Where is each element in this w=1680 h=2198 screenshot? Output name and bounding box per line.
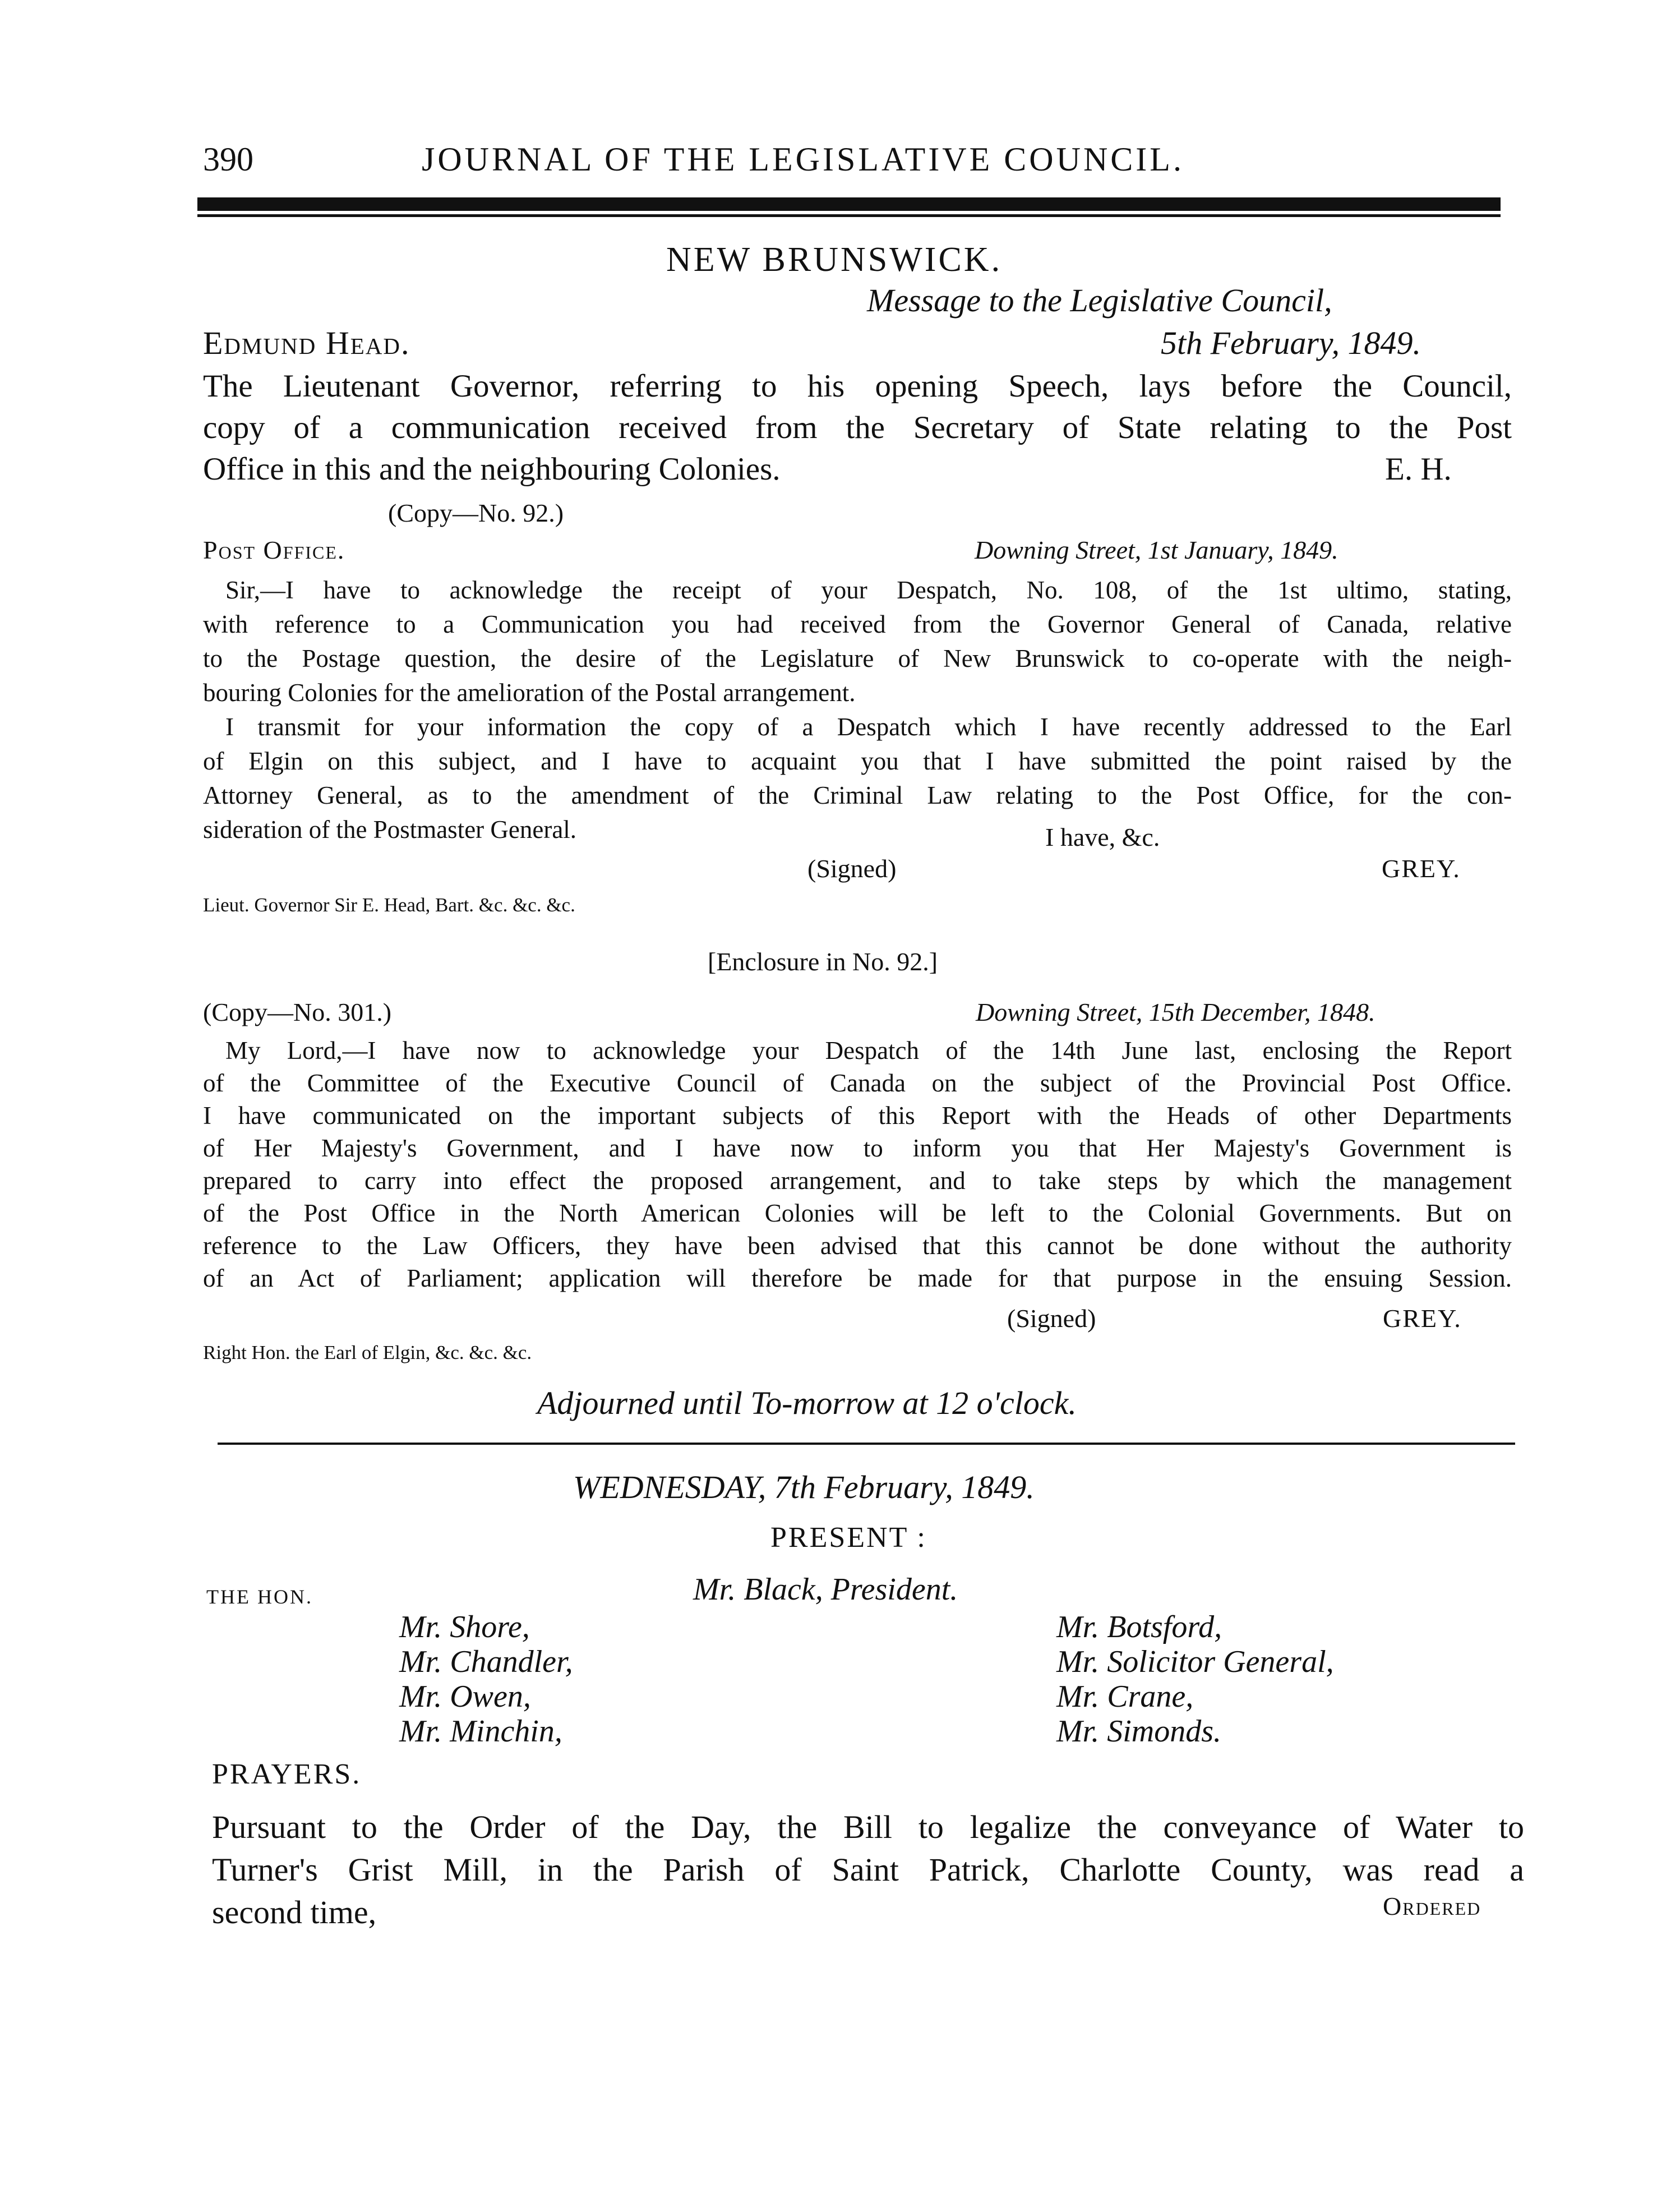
despatch-line: I transmit for your information the copy of a Despatch which I have recently addressed to the Earl (225, 713, 1512, 741)
despatch-body (203, 573, 1512, 847)
recipient-line: Lieut. Governor Sir E. Head, Bart. &c. &c. &c. (203, 894, 575, 916)
member-name: Mr. Crane, (1056, 1679, 1194, 1714)
enclosure-heading: [Enclosure in No. 92.] (708, 947, 938, 976)
despatch-line: Sir,—I have to acknowledge the receipt of your Despatch, No. 108, of the 1st ultimo, stating, (225, 576, 1512, 604)
signature: GREY. (1382, 854, 1461, 883)
president-line: Mr. Black, President. (693, 1572, 958, 1607)
message-date: 5th February, 1849. (1161, 325, 1421, 361)
signed-label: (Signed) (1007, 1304, 1096, 1333)
signature: GREY. (1383, 1304, 1462, 1333)
member-name: Mr. Owen, (399, 1679, 531, 1714)
sitting-date: WEDNESDAY, 7th February, 1849. (573, 1469, 1035, 1505)
section-title: NEW BRUNSWICK. (666, 241, 1003, 279)
message-addressee: Message to the Legislative Council, (867, 282, 1332, 319)
order-line: Pursuant to the Order of the Day, the Bill to legalize the conveyance of Water to (212, 1809, 1524, 1845)
header-rule-thin (197, 214, 1501, 217)
enclosure-line: reference to the Law Officers, they have been advised that this cannot be done without the authority (203, 1232, 1512, 1260)
enclosure-body (203, 1034, 1512, 1294)
despatch-line: to the Postage question, the desire of the Legislature of New Brunswick to co-operate with the neigh- (203, 644, 1512, 672)
section-rule (218, 1443, 1515, 1445)
despatch-place-date: Downing Street, 15th December, 1848. (976, 998, 1376, 1026)
enclosure-line: I have communicated on the important subjects of this Report with the Heads of other Departments (203, 1102, 1512, 1130)
office-label: Post Office. (203, 536, 345, 564)
members-left-column (399, 1610, 573, 1749)
message-signer: Edmund Head. (203, 325, 410, 361)
member-name: Mr. Chandler, (399, 1644, 573, 1679)
running-title: JOURNAL OF THE LEGISLATIVE COUNCIL. (422, 141, 1184, 178)
despatch-closing: I have, &c. (1045, 823, 1160, 851)
header-rule-thick (197, 197, 1501, 211)
present-label: PRESENT : (770, 1522, 927, 1554)
copy-label: (Copy—No. 92.) (388, 499, 564, 527)
page-number: 390 (203, 141, 253, 178)
message-line: The Lieutenant Governor, referring to his opening Speech, lays before the Council, (203, 368, 1512, 404)
despatch-line: Attorney General, as to the amendment of the Criminal Law relating to the Post Office, for the con- (203, 781, 1512, 809)
order-of-day-body (212, 1806, 1524, 1934)
enclosure-line: of Her Majesty's Government, and I have now to inform you that Her Majesty's Government is (203, 1134, 1512, 1162)
members-right-column (1056, 1610, 1334, 1749)
despatch-line: of Elgin on this subject, and I have to acquaint you that I have submitted the point raised by the (203, 747, 1512, 775)
despatch-line-last: sideration of the Postmaster General. (203, 815, 577, 844)
message-last-text: Office in this and the neighbouring Colonies. (203, 451, 781, 487)
enclosure-line: My Lord,—I have now to acknowledge your Despatch of the 14th June last, enclosing the Report (225, 1036, 1512, 1065)
despatch-line-last: bouring Colonies for the amelioration of the Postal arrangement. (203, 679, 856, 707)
enclosure-line: of an Act of Parliament; application will therefore be made for that purpose in the ensuing Session. (203, 1264, 1512, 1292)
hon-label: THE HON. (206, 1586, 313, 1608)
enclosure-line: of the Post Office in the North American Colonies will be left to the Colonial Governments. But on (203, 1199, 1512, 1227)
despatch-line: with reference to a Communication you had received from the Governor General of Canada, relative (203, 610, 1512, 638)
copy-label: (Copy—No. 301.) (203, 998, 392, 1026)
adjournment-line: Adjourned until To-morrow at 12 o'clock. (537, 1385, 1077, 1421)
order-line-last: second time, (212, 1894, 377, 1930)
signed-label: (Signed) (807, 854, 897, 883)
enclosure-line: prepared to carry into effect the proposed arrangement, and to take steps by which the management (203, 1167, 1512, 1195)
despatch-place-date: Downing Street, 1st January, 1849. (975, 536, 1339, 564)
catchword: Ordered (1383, 1892, 1481, 1920)
member-name: Mr. Shore, (399, 1610, 530, 1644)
prayers-label: PRAYERS. (212, 1758, 362, 1790)
order-line: Turner's Grist Mill, in the Parish of Saint Patrick, Charlotte County, was read a (212, 1851, 1524, 1888)
member-name: Mr. Botsford, (1056, 1610, 1222, 1644)
member-name: Mr. Solicitor General, (1056, 1644, 1334, 1679)
message-line-last (203, 449, 1512, 490)
enclosure-line: of the Committee of the Executive Council of Canada on the subject of the Provincial Post Office. (203, 1069, 1512, 1097)
message-initials: E. H. (1385, 451, 1452, 487)
member-name: Mr. Simonds. (1056, 1714, 1222, 1749)
message-line: copy of a communication received from the Secretary of State relating to the Post (203, 410, 1512, 445)
message-body (203, 366, 1512, 490)
recipient-line: Right Hon. the Earl of Elgin, &c. &c. &c. (203, 1342, 532, 1363)
member-name: Mr. Minchin, (399, 1714, 562, 1749)
